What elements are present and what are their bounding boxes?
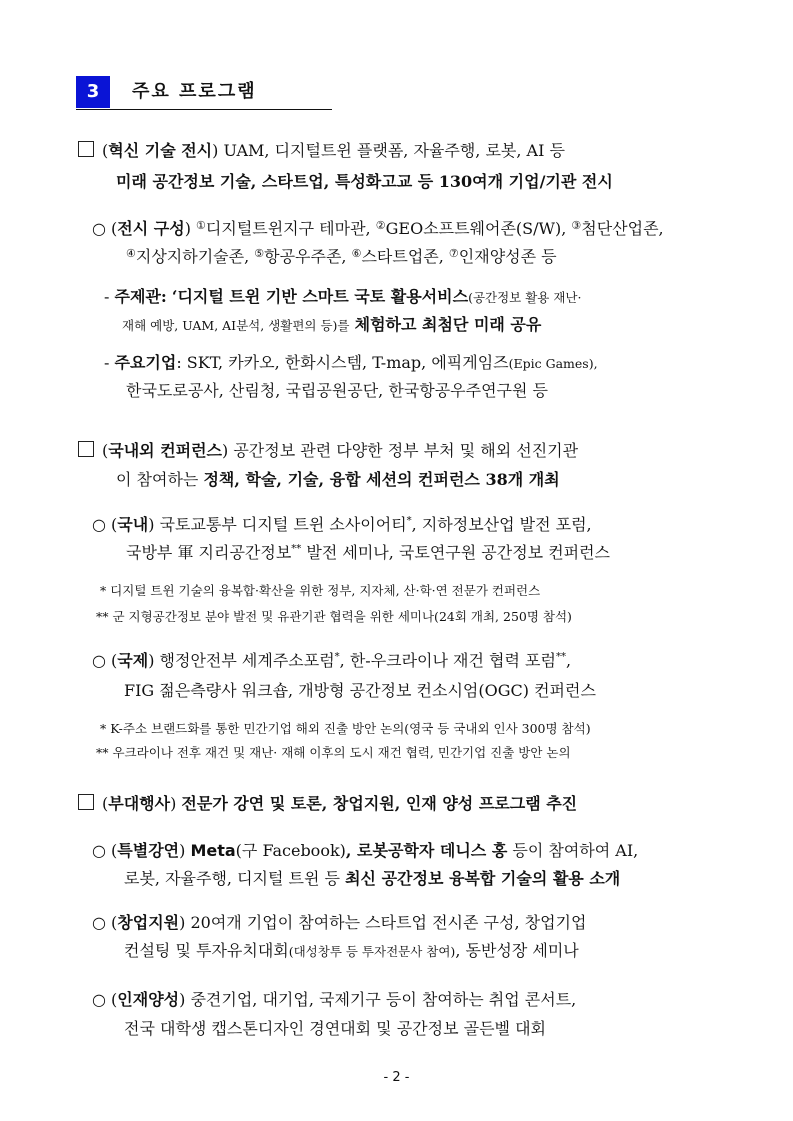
theme-pavilion: - 주제관: ‘디지털 트윈 기반 스마트 국토 활용서비스(공간정보 활용 재난· (104, 287, 582, 306)
domestic-conferences-cont: 국방부 軍 지리공간정보** 발전 세미나, 국토연구원 공간정보 컨퍼런스 (126, 543, 611, 562)
special-lecture: ○ (특별강연) Meta(구 Facebook), 로봇공학자 데니스 홍 등이 참여하여 AI, (92, 841, 639, 860)
side-events-heading: (부대행사) 전문가 강연 및 토론, 창업지원, 인재 양성 프로그램 추진 (78, 793, 577, 815)
exhibition-zones: ○ (전시 구성) ①디지털트윈지구 테마관, ②GEO소프트웨어존(S/W), ③첨단산업존, (92, 219, 664, 238)
section-number-badge: 3 (76, 76, 110, 108)
exhibition-heading: (혁신 기술 전시) UAM, 디지털트윈 플랫폼, 자율주행, 로봇, AI 등 (78, 140, 565, 162)
talent-development-cont: 전국 대학생 캡스톤디자인 경연대회 및 공간정보 골든벨 대회 (124, 1019, 547, 1038)
special-lecture-cont: 로봇, 자율주행, 디지털 트윈 등 최신 공간정보 융복합 기술의 활용 소개 (124, 869, 621, 888)
circle-bullet-icon: ○ (92, 990, 106, 1009)
startup-support: ○ (창업지원) 20여개 기업이 참여하는 스타트업 전시존 구성, 창업기업 (92, 913, 587, 932)
section-title: 주요 프로그램 (132, 81, 257, 102)
theme-pavilion-cont: 재해 예방, UAM, AI분석, 생활편의 등)를 체험하고 최첨단 미래 공유 (122, 315, 542, 334)
page-number: - 2 - (383, 1070, 410, 1085)
conference-summary: 이 참여하는 정책, 학술, 기술, 융합 세션의 컨퍼런스 38개 개최 (116, 470, 560, 489)
international-footnote-1: * K-주소 브랜드화를 통한 민간기업 해외 진출 방안 논의(영국 등 국내외 인사 300명 참석) (100, 721, 591, 736)
domestic-footnote-1: * 디지털 트윈 기술의 융복합·확산을 위한 정부, 지자체, 산·학·연 전문가 컨퍼런스 (100, 583, 541, 598)
startup-support-cont: 컨설팅 및 투자유치대회(대성창투 등 투자전문사 참여), 동반성장 세미나 (124, 941, 579, 960)
circle-bullet-icon: ○ (92, 219, 106, 238)
circle-bullet-icon: ○ (92, 651, 106, 670)
domestic-footnote-2: ** 군 지형공간정보 분야 발전 및 유관기관 협력을 위한 세미나(24회 개최, 250명 참석) (96, 609, 572, 624)
exhibition-zones-cont: ④지상지하기술존, ⑤항공우주존, ⑥스타트업존, ⑦인재양성존 등 (126, 247, 557, 266)
checkbox-bullet-icon (78, 141, 94, 157)
talent-development: ○ (인재양성) 중견기업, 대기업, 국제기구 등이 참여하는 취업 콘서트, (92, 990, 577, 1009)
circle-bullet-icon: ○ (92, 515, 106, 534)
circle-bullet-icon: ○ (92, 841, 106, 860)
major-companies-cont: 한국도로공사, 산림청, 국립공원공단, 한국항공우주연구원 등 (126, 381, 549, 400)
checkbox-bullet-icon (78, 794, 94, 810)
exhibition-summary: 미래 공간정보 기술, 스타트업, 특성화고교 등 130여개 기업/기관 전시 (116, 172, 613, 191)
international-conferences-cont: FIG 젊은측량사 워크숍, 개방형 공간정보 컨소시엄(OGC) 컨퍼런스 (124, 681, 596, 700)
international-conferences: ○ (국제) 행정안전부 세계주소포럼*, 한-우크라이나 재건 협력 포럼**, (92, 651, 572, 670)
major-companies: - 주요기업: SKT, 카카오, 한화시스템, T-map, 에픽게임즈(Epic Games), (104, 353, 598, 372)
conference-heading: (국내외 컨퍼런스) 공간정보 관련 다양한 정부 부처 및 해외 선진기관 (78, 440, 578, 462)
checkbox-bullet-icon (78, 441, 94, 457)
international-footnote-2: ** 우크라이나 전후 재건 및 재난· 재해 이후의 도시 재건 협력, 민간기업 진출 방안 논의 (96, 745, 571, 760)
domestic-conferences: ○ (국내) 국토교통부 디지털 트윈 소사이어티*, 지하정보산업 발전 포럼, (92, 515, 592, 534)
section-title-underline (76, 109, 332, 110)
circle-bullet-icon: ○ (92, 913, 106, 932)
